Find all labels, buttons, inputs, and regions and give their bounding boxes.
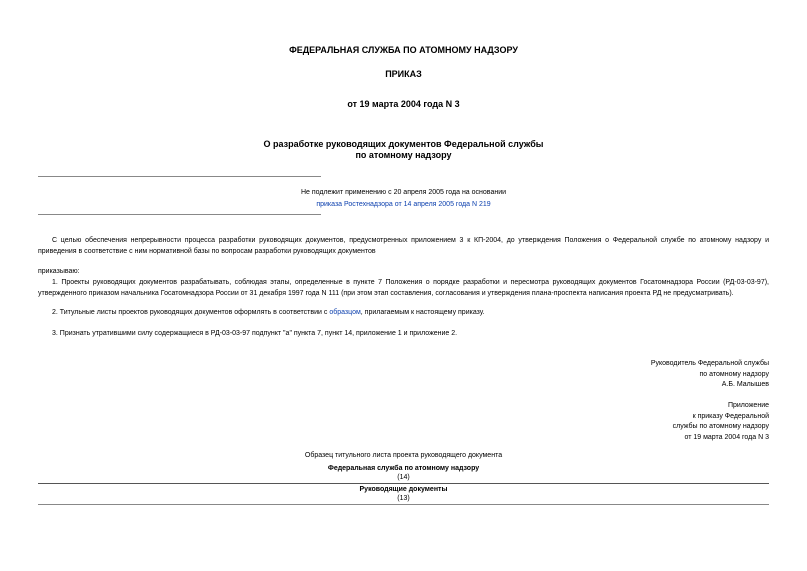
sample-docs-heading: Руководящие документы <box>359 486 448 493</box>
sample-docs-font-size: (13) <box>397 495 410 502</box>
validity-note <box>0 187 807 211</box>
appendix-block <box>673 401 769 443</box>
order-word: приказываю: <box>38 268 80 275</box>
signature-block <box>651 359 769 391</box>
order-date-number: от 19 марта 2004 года N 3 <box>347 99 460 109</box>
sample-caption: Образец титульного листа проекта руководящего документа <box>304 452 503 459</box>
sample-divider-1 <box>38 483 769 484</box>
validity-note-link[interactable]: приказа Ростехнадзора от 14 апреля 2005 года N 219 <box>316 201 491 208</box>
sample-agency: Федеральная служба по атомному надзору <box>327 465 480 472</box>
appendix-line-2: к приказу Федеральной <box>692 412 769 420</box>
appendix-line-3: службы по атомному надзору <box>672 423 769 430</box>
intro-paragraph: С целью обеспечения непрерывности процесса разработки руководящих документов, предусмотренных приложением 3 к КП-2004, до утверждения Положения о Федеральной службе по атомному надзору и приведения в соответствие с ним нормативной базы по вопросам разработки руководящих документов <box>38 237 769 255</box>
signature-name: А.Б. Малышев <box>721 381 769 388</box>
appendix-line-4: от 19 марта 2004 года N 3 <box>684 433 769 441</box>
divider-bottom <box>38 214 321 215</box>
appendix-line-1: Приложение <box>727 402 769 409</box>
document-title-line-1: О разработке руководящих документов Федеральной службы <box>263 139 544 149</box>
divider-top <box>38 176 321 177</box>
signature-line-2: по атомному надзору <box>699 370 769 378</box>
sample-agency-font-size: (14) <box>397 474 410 481</box>
sample-link[interactable]: образцом <box>329 309 361 316</box>
order-item-2-text-before: 2. Титульные листы проектов руководящих документов оформлять в соответствии с <box>52 309 330 316</box>
document-title <box>0 139 807 161</box>
order-item-2-text-after: , прилагаемым к настоящему приказу. <box>360 309 485 316</box>
signature-line-1: Руководитель Федеральной службы <box>650 360 769 367</box>
order-item-2 <box>52 307 769 318</box>
order-item-3: 3. Признать утратившими силу содержащиеся в РД-03-03-97 подпункт "а" пункта 7, пункт 14, приложение 1 и приложение 2. <box>52 330 458 337</box>
document-title-line-2: по атомному надзору <box>355 150 452 160</box>
order-item-1: 1. Проекты руководящих документов разрабатывать, соблюдая этапы, определенные в пункте 7 Положения о порядке разработки и пересмотра руководящих документов Госатомнадзора России (РД-03-03-97), утвержденного приказом начальника Госатомнадзора России от 31 декабря 1997 года N 111 (при этом этап составления, согласования и утверждения плана-проспекта написания проекта РД не предусматривать). <box>38 279 769 297</box>
sample-divider-2 <box>38 504 769 505</box>
agency-name: ФЕДЕРАЛЬНАЯ СЛУЖБА ПО АТОМНОМУ НАДЗОРУ <box>289 45 518 55</box>
validity-note-text: Не подлежит применению с 20 апреля 2005 года на основании <box>300 189 507 196</box>
document-type: ПРИКАЗ <box>385 69 422 79</box>
